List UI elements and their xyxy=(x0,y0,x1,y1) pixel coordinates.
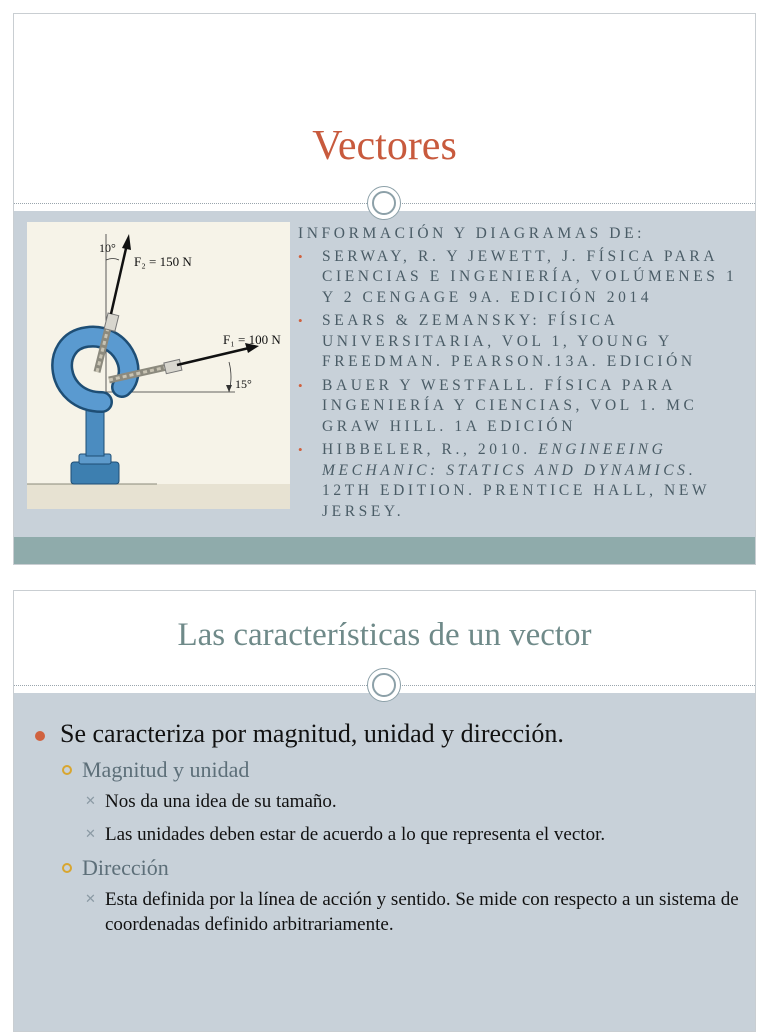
reference-prefix: HIBBELER, R., 2010. xyxy=(322,441,539,458)
divider-ring-icon xyxy=(367,668,401,702)
reference-suffix: . 12TH EDITION. PRENTICE HALL, NEW JERSEY. xyxy=(322,461,710,520)
sub-bullet-text: Dirección xyxy=(82,855,169,880)
sub-sub-bullet-text: Las unidades deben estar de acuerdo a lo que representa el vector. xyxy=(105,824,606,845)
reference-item: • SERWAY, R. Y JEWETT, J. FÍSICA PARA CIENCIAS E INGENIERÍA, VOLÚMENES 1 Y 2 CENGAGE 9A. EDICIÓN 2014 xyxy=(298,247,750,309)
bullet-item xyxy=(32,719,747,749)
slide-content xyxy=(32,719,747,945)
slide-title: Las características de un vector xyxy=(177,617,592,653)
sub-bullet xyxy=(32,855,747,881)
cross-bullet-icon: ✕ xyxy=(85,827,96,842)
reference-item: • BAUER Y WESTFALL. FÍSICA PARA INGENIERÍA Y CIENCIAS, VOL 1. MC GRAW HILL. 1A EDICIÓN xyxy=(298,376,750,438)
references-list xyxy=(298,247,750,523)
hook-force-diagram xyxy=(27,222,290,509)
cross-bullet-icon: ✕ xyxy=(85,794,96,809)
slide-vectores xyxy=(13,13,756,565)
reference-book-title: ENGINEEING MECHANIC: STATICS AND DYNAMICS xyxy=(322,441,689,479)
slide-caracteristicas xyxy=(13,590,756,1032)
sub-sub-bullet xyxy=(32,789,747,814)
reference-item xyxy=(298,440,750,522)
force-label: F₂ = 150 N xyxy=(134,254,192,269)
sub-bullet xyxy=(32,757,747,783)
circle-bullet-icon xyxy=(62,765,72,775)
angle-label: 15° xyxy=(235,377,252,391)
sub-sub-bullet xyxy=(32,887,747,937)
circle-bullet-icon xyxy=(62,863,72,873)
sub-sub-bullet-text: Esta definida por la línea de acción y sentido. Se mide con respecto a un sistema de coordenadas definido arbitrariamente. xyxy=(105,889,739,935)
bullet-dot-icon xyxy=(35,731,45,741)
references xyxy=(298,224,750,525)
reference-item: • SEARS & ZEMANSKY: FÍSICA UNIVERSITARIA, VOL 1, YOUNG Y FREEDMAN. PEARSON.13A. EDICIÓN xyxy=(298,311,750,373)
force-label: F₁ = 100 N xyxy=(223,332,281,347)
angle-label: 10° xyxy=(99,241,116,255)
sub-sub-bullet-text: Nos da una idea de su tamaño. xyxy=(105,791,337,812)
bullet-text: Se caracteriza por magnitud, unidad y dirección. xyxy=(60,719,564,748)
references-heading: INFORMACIÓN Y DIAGRAMAS DE: xyxy=(298,225,646,242)
slide-title: Vectores xyxy=(312,123,457,169)
cross-bullet-icon: ✕ xyxy=(85,892,96,907)
sub-bullet-text: Magnitud y unidad xyxy=(82,757,250,782)
footer-band xyxy=(14,537,755,564)
divider-ring-icon xyxy=(367,186,401,220)
sub-sub-bullet xyxy=(32,822,747,847)
